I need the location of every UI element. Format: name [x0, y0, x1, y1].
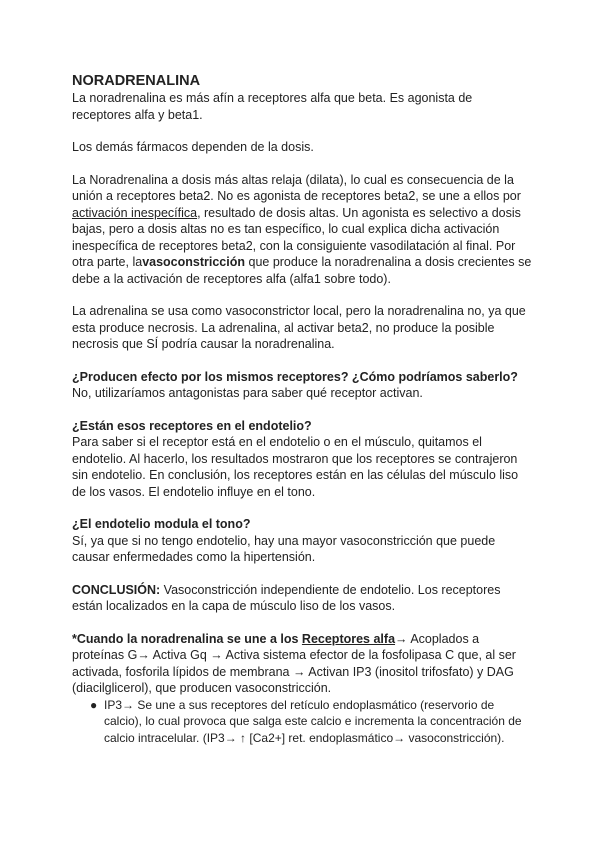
- alpha-text: → Acoplados a proteínas G→ Activa Gq → Activa sistema efector de la fosfolipasa C que, al ser activada, fosforila lípidos de membrana → Activan IP3 (inositol trifosfato) y DAG (diacilglicerol), que producen vasoconstricción.: [72, 631, 516, 695]
- question-tone: ¿El endotelio modula el tono?: [72, 517, 251, 531]
- question-receptors: ¿Producen efecto por los mismos receptores? ¿Cómo podríamos saberlo?: [72, 369, 518, 384]
- mechanism-list: [72, 697, 532, 747]
- beta2-paragraph: [72, 172, 532, 288]
- beta2-text-c: que produce la noradrenalina a dosis crecientes se debe a la activación de receptores alfa (alfa1 sobre todo).: [72, 255, 532, 286]
- intro-paragraph: La noradrenalina es más afín a receptores alfa que beta. Es agonista de receptores alfa y beta1.: [72, 91, 473, 122]
- alpha-receptors-term: Receptores alfa: [301, 631, 396, 646]
- question-endothelium: ¿Están esos receptores en el endotelio?: [72, 418, 312, 433]
- list-item: [90, 697, 532, 747]
- conclusion-label: CONCLUSIÓN:: [72, 582, 161, 597]
- answer-receptors: No, utilizaríamos antagonistas para saber qué receptor activan.: [72, 386, 423, 400]
- ip3-item-text: IP3→ Se une a sus receptores del retículo endoplasmático (reservorio de calcio), lo cual provoca que salga este calcio e incrementa la concentración de calcio intracelular. (IP3→ ↑ [Ca2+] ret. endoplasmático→ vasoconstricción).: [104, 697, 522, 745]
- dosage-paragraph: Los demás fármacos dependen de la dosis.: [72, 140, 314, 154]
- answer-endothelium: Para saber si el receptor está en el endotelio o en el músculo, quitamos el endotelio. Al hacerlo, los resultados mostraron que los receptores se contrajeron sin endotelio. En conclusión, los receptores están en las células del músculo liso de los vasos. El endotelio influye en el tono.: [72, 435, 519, 499]
- nonspecific-activation-term: activación inespecífica: [72, 205, 198, 220]
- conclusion-text: Vasoconstricción independiente de endotelio. Los receptores están localizados en la capa de músculo liso de los vasos.: [72, 582, 501, 613]
- document-page: [72, 72, 532, 746]
- adrenaline-paragraph: La adrenalina se usa como vasoconstrictor local, pero la noradrenalina no, ya que esta produce necrosis. La adrenalina, al activar beta2, no produce la posible necrosis que SÍ podría causar la noradrenalina.: [72, 304, 526, 351]
- answer-tone: Sí, ya que si no tengo endotelio, hay una mayor vasoconstricción que puede causar enfermedades como la hipertensión.: [72, 533, 496, 564]
- vasoconstriction-term: vasoconstricción: [142, 255, 246, 269]
- bullet-icon: ●: [90, 697, 98, 712]
- page-title: NORADRENALINA: [72, 73, 201, 89]
- alpha-intro: *Cuando la noradrenalina se une a los: [72, 631, 302, 646]
- alpha-receptors-paragraph: [72, 631, 532, 697]
- beta2-text-b: , resultado de dosis altas. Un agonista es selectivo a dosis bajas, pero a dosis altas no es tan específico, lo cual explica dicha activación inespecífica de receptores beta2, con la consiguiente vasodilatación al final. Por otra parte, la: [72, 205, 521, 269]
- beta2-text-a: La Noradrenalina a dosis más altas relaja (dilata), lo cual es consecuencia de la unión a receptores beta2. No es agonista de receptores beta2, se une a ellos por: [72, 172, 521, 203]
- conclusion-paragraph: [72, 582, 532, 615]
